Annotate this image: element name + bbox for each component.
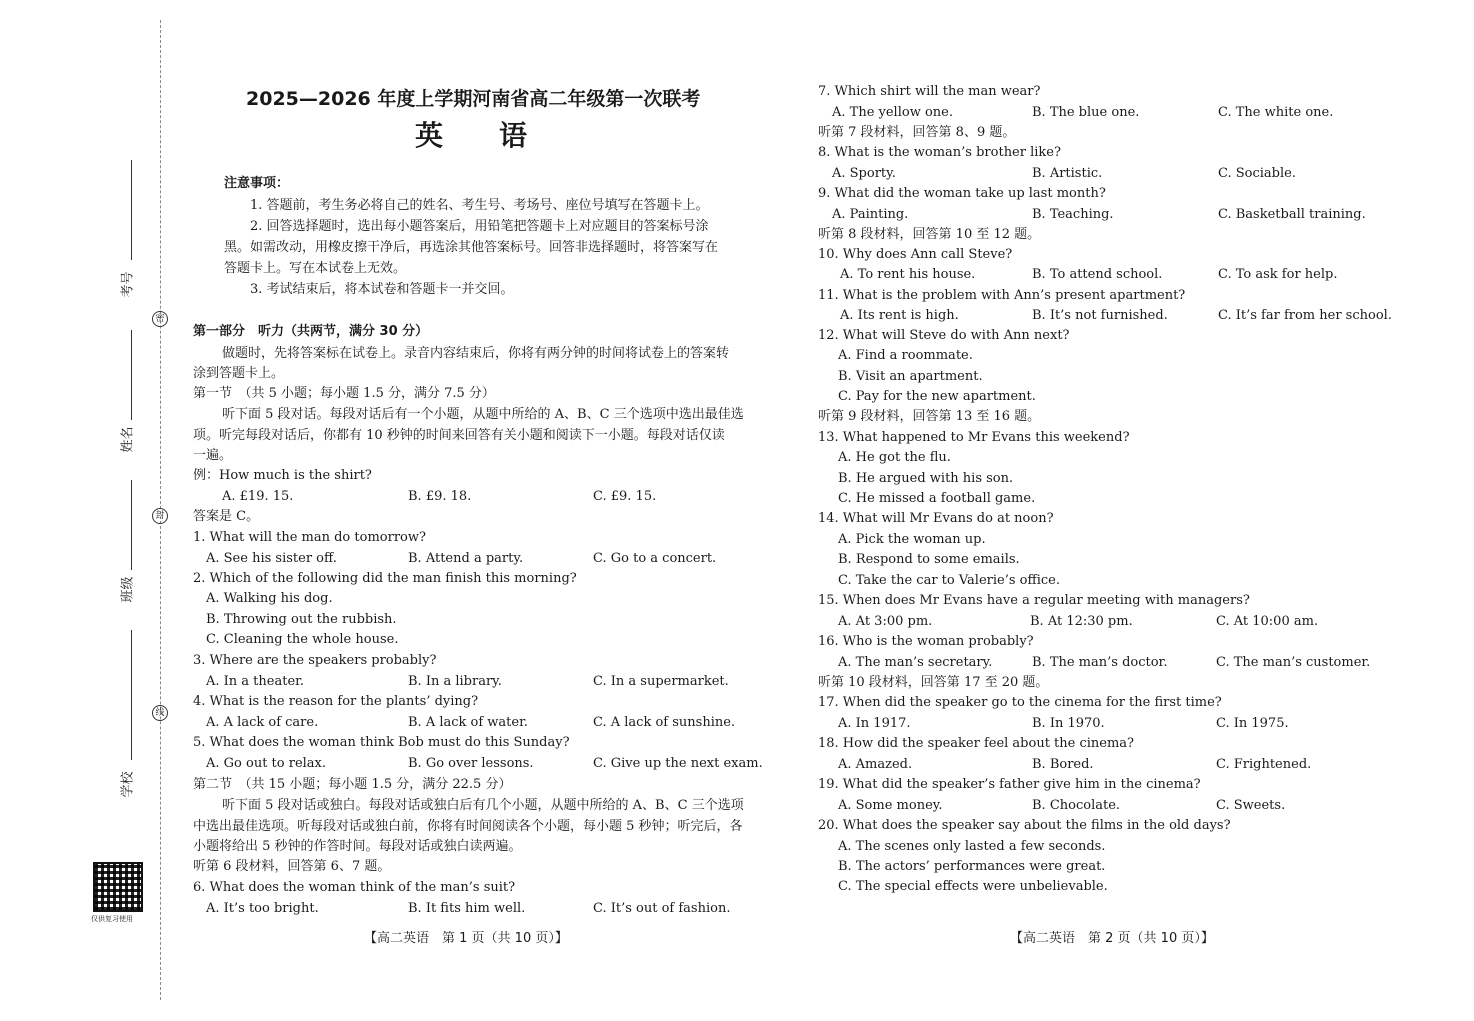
question-text: 18. How did the speaker feel about the cinema? [818,736,1135,751]
page-footer-left: 【高二英语 第 1 页（共 10 页）】 [364,931,568,946]
page-footer-right: 【高二英语 第 2 页（共 10 页）】 [1010,931,1214,946]
option: C. In a supermarket. [593,674,729,689]
option: B. Go over lessons. [408,756,534,771]
material-note: 听第 7 段材料，回答第 8、9 题。 [818,125,1016,140]
option: C. The special effects were unbelievable. [838,879,1108,894]
option: B. Artistic. [1032,166,1103,181]
material-note: 听第 10 段材料，回答第 17 至 20 题。 [818,675,1049,690]
notice-line: 2. 回答选择题时，选出每小题答案后，用铅笔把答题卡上对应题目的答案标号涂 [250,219,709,234]
question-text: 2. Which of the following did the man finish this morning? [193,571,577,586]
option: C. To ask for help. [1218,267,1338,282]
section2-intro: 听下面 5 段对话或独白。每段对话或独白后有几个小题，从题中所给的 A、B、C 三个选项 [222,798,744,813]
question-text: 10. Why does Ann call Steve? [818,247,1013,262]
option: C. He missed a football game. [838,491,1036,506]
option: B. Respond to some emails. [838,552,1020,567]
option: C. Sweets. [1216,798,1286,813]
option: C. Sociable. [1218,166,1296,181]
option: A. Go out to relax. [206,756,327,771]
notice-line: 3. 考试结束后，将本试卷和答题卡一并交回。 [250,282,514,297]
option: C. The man’s customer. [1216,655,1371,670]
seal-xian: 线 [152,705,168,721]
question-text: 8. What is the woman’s brother like? [818,145,1061,160]
option: C. Frightened. [1216,757,1312,772]
question-text: 15. When does Mr Evans have a regular meeting with managers? [818,593,1250,608]
question-text: 12. What will Steve do with Ann next? [818,328,1070,343]
option: B. At 12:30 pm. [1030,614,1133,629]
option: B. It fits him well. [408,901,526,916]
option: B. The blue one. [1032,105,1140,120]
option: A. Amazed. [838,757,913,772]
notice-heading: 注意事项： [224,176,290,191]
option: C. Take the car to Valerie’s office. [838,573,1060,588]
material-note: 听第 6 段材料，回答第 6、7 题。 [193,859,391,874]
option: B. Attend a party. [408,551,524,566]
option: B. A lack of water. [408,715,529,730]
section1-heading: 第一节 （共 5 小题；每小题 1.5 分，满分 7.5 分） [193,386,495,401]
notice-line: 黑。如需改动，用橡皮擦干净后，再选涂其他答案标号。回答非选择题时，将答案写在 [224,240,719,255]
margin-label-xuexiao: 学校 [120,771,136,798]
option: B. The man’s doctor. [1032,655,1168,670]
margin-label-xingming: 姓名 [120,426,136,453]
question-text: 7. Which shirt will the man wear? [818,84,1041,99]
option: C. At 10:00 am. [1216,614,1319,629]
example-option: A. £19. 15. [222,489,294,504]
option: A. The scenes only lasted a few seconds. [838,839,1106,854]
question-text: 19. What did the speaker’s father give him in the cinema? [818,777,1201,792]
option: A. Painting. [832,207,909,222]
option: A. The man’s secretary. [838,655,993,670]
section1-intro: 听下面 5 段对话。每段对话后有一个小题，从题中所给的 A、B、C 三个选项中选出最佳选 [222,407,744,422]
option: A. Some money. [838,798,943,813]
section1-intro: 一遍。 [193,448,233,463]
option: C. It’s far from her school. [1218,308,1392,323]
subject-title: 英 语 [415,119,528,152]
example-answer: 答案是 C。 [193,509,260,524]
option: B. He argued with his son. [838,471,1014,486]
question-text: 1. What will the man do tomorrow? [193,530,426,545]
option: A. Sporty. [832,166,896,181]
question-text: 6. What does the woman think of the man’s suit? [193,880,516,895]
option: A. A lack of care. [206,715,319,730]
seal-mi: 密 [152,311,168,327]
question-text: 16. Who is the woman probably? [818,634,1034,649]
example-option: B. £9. 18. [408,489,472,504]
option: A. At 3:00 pm. [838,614,933,629]
option: C. Basketball training. [1218,207,1366,222]
option: B. To attend school. [1032,267,1163,282]
option: A. It’s too bright. [206,901,319,916]
section2-intro: 中选出最佳选项。听每段对话或独白前，你将有时间阅读各个小题，每小题 5 秒钟；听完后，各 [193,819,743,834]
question-text: 3. Where are the speakers probably? [193,653,437,668]
option: B. It’s not furnished. [1032,308,1168,323]
part1-heading: 第一部分 听力（共两节，满分 30 分） [193,324,429,339]
question-text: 13. What happened to Mr Evans this weekend? [818,430,1130,445]
example-question: 例：How much is the shirt? [193,468,372,483]
material-note: 听第 9 段材料，回答第 13 至 16 题。 [818,409,1041,424]
kaohao-line [131,160,132,260]
example-option: C. £9. 15. [593,489,657,504]
option: B. Throwing out the rubbish. [206,612,397,627]
option: B. In 1970. [1032,716,1105,731]
banji-line [131,480,132,570]
material-note: 听第 8 段材料，回答第 10 至 12 题。 [818,227,1041,242]
option: C. Cleaning the whole house. [206,632,399,647]
option: A. In 1917. [838,716,911,731]
margin-label-banji: 班级 [120,576,136,603]
option: A. See his sister off. [206,551,337,566]
option: C. Pay for the new apartment. [838,389,1036,404]
option: A. Pick the woman up. [838,532,986,547]
part1-intro: 涂到答题卡上。 [193,366,285,381]
notice-line: 答题卡上。写在本试卷上无效。 [224,261,407,276]
question-text: 9. What did the woman take up last month? [818,186,1106,201]
notice-line: 1. 答题前，考生务必将自己的姓名、考生号、考场号、座位号填写在答题卡上。 [250,198,709,213]
section2-intro: 小题将给出 5 秒钟的作答时间。每段对话或独白读两遍。 [193,839,522,854]
xuexiao-line [131,630,132,760]
option: C. Go to a concert. [593,551,717,566]
question-text: 5. What does the woman think Bob must do this Sunday? [193,735,570,750]
option: A. In a theater. [206,674,305,689]
section2-heading: 第二节 （共 15 小题；每小题 1.5 分，满分 22.5 分） [193,777,512,792]
question-text: 4. What is the reason for the plants’ dying? [193,694,479,709]
qr-caption: 仅供复习使用 [91,915,133,923]
option: C. Give up the next exam. [593,756,763,771]
option: B. Chocolate. [1032,798,1121,813]
qr-code-icon [93,862,143,912]
question-text: 20. What does the speaker say about the films in the old days? [818,818,1231,833]
question-text: 17. When did the speaker go to the cinema for the first time? [818,695,1222,710]
section1-intro: 项。听完每段对话后，你都有 10 秒钟的时间来回答有关小题和阅读下一小题。每段对话仅读 [193,428,725,443]
option: B. Teaching. [1032,207,1114,222]
option: C. The white one. [1218,105,1334,120]
option: C. It’s out of fashion. [593,901,731,916]
question-text: 14. What will Mr Evans do at noon? [818,511,1054,526]
option: A. To rent his house. [840,267,976,282]
option: C. A lack of sunshine. [593,715,736,730]
seal-feng: 封 [152,508,168,524]
option: A. Its rent is high. [840,308,959,323]
option: B. The actors’ performances were great. [838,859,1106,874]
option: A. The yellow one. [832,105,953,120]
option: A. Find a roommate. [838,348,973,363]
option: B. Bored. [1032,757,1094,772]
exam-title: 2025—2026 年度上学期河南省高二年级第一次联考 [246,88,701,110]
question-text: 11. What is the problem with Ann’s present apartment? [818,288,1186,303]
option: B. Visit an apartment. [838,369,983,384]
option: C. In 1975. [1216,716,1289,731]
option: A. Walking his dog. [206,591,333,606]
option: A. He got the flu. [838,450,951,465]
part1-intro: 做题时，先将答案标在试卷上。录音内容结束后，你将有两分钟的时间将试卷上的答案转 [222,346,730,361]
xingming-line [131,330,132,420]
margin-label-kaohao: 考号 [120,271,136,298]
option: B. In a library. [408,674,502,689]
